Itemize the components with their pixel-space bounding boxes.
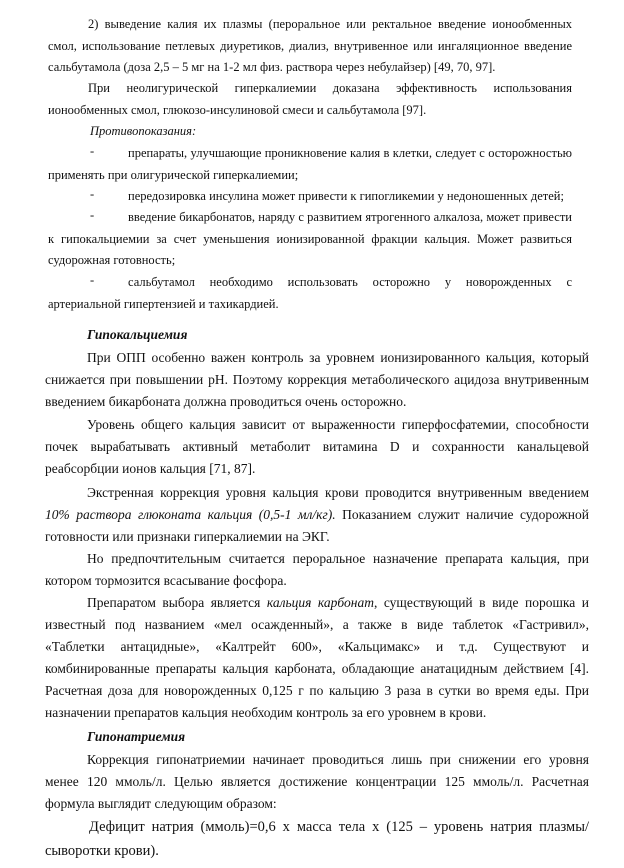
- paragraph-nonoliguric-hyperkalemia: При неолигурической гиперкалиемии доказана эффективность использования ионообменных смол, глюкозо-инсулиновой смеси и сальбутамола [97].: [48, 81, 572, 117]
- bullet-item-4: сальбутамол необходимо использовать осторожно у новорожденных с артериальной гипертензией и тахикардией.: [48, 275, 572, 311]
- text-segment: Показанием служит наличие судорожной готовности или признаки гиперкалиемии на ЭКГ.: [45, 507, 590, 544]
- section-title-hypocalcemia: Гипокальциемия: [87, 327, 188, 342]
- bullet-item-1: препараты, улучшающие проникновение калия в клетки, следует с осторожностью применять при олигурической гиперкалиемии;: [48, 146, 572, 182]
- bullet-dash-3: -: [90, 208, 95, 222]
- text-segment: Экстренная коррекция уровня кальция крови проводится внутривенным введением: [87, 485, 589, 500]
- paragraph-potassium-removal: 2) выведение калия их плазмы (пероральное или ректальное введение ионообменных смол, использование петлевых диуретиков, диализ, внутривенное или ингаляционное введение сальбутамола (доза 2,5 – 5 мг на 1-2 мл физ. раствора через небулайзер) [49, 70, 97].: [48, 17, 572, 74]
- bullet-item-3: введение бикарбонатов, наряду с развитием ятрогенного алкалоза, может привести к гипокальциемии за счет уменьшения ионизированной фракции кальция. Может развиться судорожная готовность;: [48, 210, 572, 267]
- bullet-dash-1: -: [90, 144, 95, 158]
- emphasis-calcium-gluconate: 10% раствора глюконата кальция (0,5-1 мл/кг).: [45, 507, 336, 522]
- bullet-item-2: передозировка инсулина может привести к гипогликемии у недоношенных детей;: [128, 189, 564, 203]
- section-title-hyponatremia: Гипонатриемия: [87, 729, 186, 744]
- contraindications-label: Противопоказания:: [90, 124, 197, 138]
- text-segment: Препаратом выбора является: [87, 595, 267, 610]
- paragraph-oral-calcium: Но предпочтительным считается пероральное назначение препарата кальция, при котором тормозится всасывание фосфора.: [45, 551, 589, 588]
- emphasis-calcium-carbonate: кальция карбонат: [266, 595, 374, 610]
- bullet-dash-4: -: [90, 273, 95, 287]
- contraindications-title: [90, 121, 290, 143]
- paragraph-total-calcium: Уровень общего кальция зависит от выраженности гиперфосфатемии, способности почек вырабатывать активный метаболит витамина D и сохранности канальцевой реабсорбции ионов кальция [71, 87].: [45, 417, 589, 476]
- paragraph-ionized-calcium: При ОПП особенно важен контроль за уровнем ионизированного кальция, который снижается при повышении pH. Поэтому коррекция метаболического ацидоза внутривенным введением бикарбоната должна проводиться очень осторожно.: [45, 350, 589, 409]
- text-segment: , существующий в виде порошка и известный под названием «мел осажденный», а также в виде таблеток «Гастривил», «Таблетки антацидные», «Калтрейт 600», «Кальцимакс» и т.д. Существуют и комбинированные препараты кальция карбоната, обладающие анатацидным действием [4]. Расчетная доза для новорожденных 0,125 г по кальцию 3 раза в сутки во время еды. При назначении препаратов кальция необходим контроль за его уровнем в крови.: [45, 595, 590, 720]
- paragraph-calcium-carbonate: [45, 592, 589, 724]
- paragraph-emergency-correction: [45, 482, 589, 548]
- bullet-dash-2: -: [90, 187, 95, 201]
- formula-sodium-deficit: Дефицит натрия (ммоль)=0,6 х масса тела х (125 – уровень натрия плазмы/сыворотки крови).: [45, 819, 589, 859]
- paragraph-hyponatremia-correction: Коррекция гипонатриемии начинает проводиться лишь при снижении его уровня менее 120 ммоль/л. Целью является достижение концентрации 125 ммоль/л. Расчетная формула выглядит следующим образом:: [45, 752, 589, 811]
